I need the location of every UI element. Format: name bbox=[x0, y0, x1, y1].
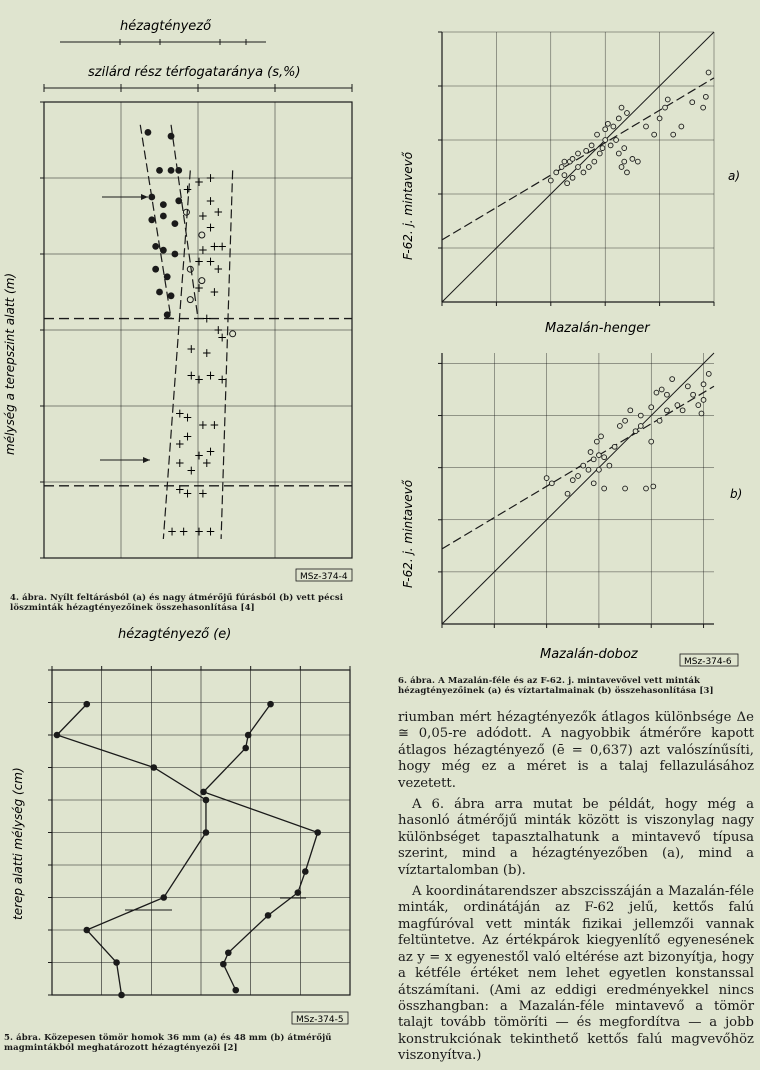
fig6b-data-point bbox=[638, 413, 643, 418]
fig6a-data-point bbox=[595, 132, 600, 137]
fig4-marker-plus: + bbox=[197, 418, 208, 432]
fig6b-data-point bbox=[594, 439, 599, 444]
fig5-x-axis-title: hézagtényező (e) bbox=[118, 627, 232, 642]
fig6a-data-point bbox=[589, 143, 594, 148]
fig4-arrowhead-b bbox=[143, 457, 150, 463]
fig4-marker-dot bbox=[152, 266, 159, 273]
fig6a-data-point bbox=[581, 170, 586, 175]
fig4-marker-plus: + bbox=[205, 254, 216, 269]
fig6b-data-point bbox=[649, 439, 654, 444]
fig5-series-b-point bbox=[151, 764, 158, 771]
fig4-marker-dot bbox=[168, 292, 175, 299]
fig5-series-b-point bbox=[54, 732, 61, 739]
fig6b-data-point bbox=[665, 408, 670, 413]
fig6b-stamp: MSz-374-6 bbox=[684, 657, 732, 667]
fig4-marker-dot bbox=[145, 129, 152, 136]
fig4-marker-dot bbox=[175, 197, 182, 204]
fig4-marker-plus: + bbox=[201, 311, 212, 326]
fig6a-data-point bbox=[586, 165, 591, 170]
fig6a-data-point bbox=[663, 105, 668, 110]
fig5-series-a-point bbox=[265, 912, 272, 919]
fig6a-data-point bbox=[606, 121, 611, 126]
fig4-marker-plus: + bbox=[182, 410, 193, 425]
fig4-marker-dot bbox=[172, 251, 179, 258]
fig6a-data-point bbox=[657, 116, 662, 121]
fig4-marker-plus: + bbox=[205, 444, 216, 459]
fig4-marker-plus: + bbox=[205, 171, 216, 185]
fig6a-data-point bbox=[679, 124, 684, 129]
fig4-marker-dot bbox=[160, 213, 167, 220]
fig6a-data-point bbox=[619, 165, 624, 170]
fig6a-data-point bbox=[703, 94, 708, 99]
fig5-series-a-point bbox=[232, 987, 239, 994]
fig5-series-a-point bbox=[225, 949, 232, 956]
fig4-marker-plus: + bbox=[201, 456, 212, 470]
fig6a-data-point bbox=[600, 146, 605, 151]
fig4-marker-plus: + bbox=[182, 182, 193, 197]
fig6b-data-point bbox=[570, 478, 575, 483]
fig4-marker-plus: + bbox=[167, 524, 178, 539]
figure-5-caption: 5. ábra. Közepesen tömör homok 36 mm (a) és 48 mm (b) átmérőjű magmintákból meghatározott hézagtényezői [2] bbox=[4, 1033, 332, 1053]
fig6a-data-point bbox=[625, 170, 630, 175]
fig6b-data-point bbox=[659, 387, 664, 392]
fig4-envelope-a bbox=[140, 125, 171, 319]
fig4-marker-plus: + bbox=[197, 243, 208, 258]
fig6b-data-point bbox=[675, 403, 680, 408]
fig6b-data-point bbox=[638, 424, 643, 429]
fig5-series-a-point bbox=[200, 789, 207, 796]
fig5-series-b-line bbox=[57, 704, 206, 995]
fig5-stamp: MSz-374-5 bbox=[296, 1015, 344, 1025]
fig4-marker-plus: + bbox=[174, 482, 185, 497]
fig4-marker-plus: + bbox=[209, 239, 220, 254]
fig4-top-axis-title: hézagtényező bbox=[120, 19, 212, 34]
fig4-marker-plus: + bbox=[205, 368, 216, 383]
fig6b-identity-line bbox=[442, 353, 714, 624]
fig4-marker-plus: + bbox=[194, 372, 205, 387]
fig6a-data-point bbox=[559, 165, 564, 170]
fig4-marker-plus: + bbox=[205, 220, 216, 235]
fig5-series-a-point bbox=[295, 889, 302, 896]
fig4-y-label: mélység a terepszint alatt (m) bbox=[3, 272, 17, 455]
fig4-marker-dot bbox=[156, 167, 163, 174]
fig4-marker-plus: + bbox=[174, 456, 185, 470]
fig5-series-a-point bbox=[314, 829, 321, 836]
fig6b-data-point bbox=[699, 411, 704, 416]
fig6a-data-point bbox=[616, 116, 621, 121]
fig4-marker-plus: + bbox=[217, 330, 228, 345]
fig6b-data-point bbox=[565, 491, 570, 496]
fig6b-data-point bbox=[665, 392, 670, 397]
fig4-marker-dot bbox=[160, 247, 167, 254]
fig5-series-b-point bbox=[203, 829, 210, 836]
fig4-marker-dot bbox=[164, 311, 171, 318]
fig4-marker-plus: + bbox=[182, 486, 193, 501]
fig6a-data-point bbox=[597, 151, 602, 156]
fig6a-data-point bbox=[548, 178, 553, 183]
fig6a-data-point bbox=[701, 105, 706, 110]
fig5-y-label: terep alatti mélység (cm) bbox=[11, 767, 25, 920]
fig6a-data-point bbox=[562, 159, 567, 164]
fig4-stamp: MSz-374-4 bbox=[300, 572, 348, 582]
fig6b-panel-label: b) bbox=[730, 487, 743, 501]
fig4-marker-dot bbox=[168, 167, 175, 174]
figure-4 bbox=[0, 0, 380, 600]
fig4-marker-plus: + bbox=[194, 448, 205, 463]
fig4-marker-dot bbox=[160, 201, 167, 208]
fig6b-data-point bbox=[654, 390, 659, 395]
fig4-marker-plus: + bbox=[194, 524, 205, 539]
fig6a-regression-line bbox=[442, 78, 714, 240]
fig6a-data-point bbox=[616, 151, 621, 156]
fig5-series-b-point bbox=[118, 992, 125, 999]
fig4-marker-plus: + bbox=[194, 174, 205, 189]
fig6b-data-point bbox=[670, 377, 675, 382]
fig5-series-a-point bbox=[242, 745, 249, 752]
fig6a-data-point bbox=[635, 159, 640, 164]
fig6b-data-point bbox=[696, 403, 701, 408]
fig4-envelope-b bbox=[221, 170, 233, 539]
fig4-marker-plus: + bbox=[182, 429, 193, 444]
fig5-series-a-point bbox=[220, 961, 227, 968]
fig4-marker-plus: + bbox=[201, 345, 212, 360]
fig4-marker-dot bbox=[168, 133, 175, 140]
fig4-marker-plus: + bbox=[209, 418, 220, 432]
fig6a-x-label: Mazalán-henger bbox=[545, 321, 650, 336]
fig6b-data-point bbox=[685, 384, 690, 389]
fig4-solid-axis-title: szilárd rész térfogataránya (s,%) bbox=[88, 65, 301, 80]
fig6b-data-point bbox=[581, 463, 586, 468]
fig6a-data-point bbox=[665, 97, 670, 102]
paragraph-2: A 6. ábra arra mutat be példát, hogy még a hasonló átmérőjű minták között is viszonylag nagy különbséget tapasztalhatunk a mintavevő típusa szerint, mind a hézagtényezőben (a), mind a víztartalomban (b). bbox=[398, 797, 754, 878]
fig4-marker-plus: + bbox=[213, 262, 224, 277]
fig6b-data-point bbox=[588, 450, 593, 455]
paragraph-3: A koordinátarendszer abszcisszáján a Mazalán-féle minták, ordinátáján az F-62 jelű, kettős falú magfúróval vett minták fizikai jellemzői vannak feltüntetve. Az értékpárok kiegyenlítő egyenesének az y = x egyenestől való eltérése azt bizonyítja, hogy a kétféle értéket nem lehet egyetlen konstanssal átszámítani. (Ami az eddigi eredményekkel nincs összhangban: a Mazalán-féle mintavevő a tömör talajt tovább tömöríti — és megfordítva — a jobb konstrukciónak tekinthető kettős falú magvevőhöz viszonyítva.) bbox=[398, 884, 754, 1064]
paragraph-1: riumban mért hézagtényezők átlagos különbsége Δe ≅ 0,05-re adódott. A nagyobbik átmérőre kapott átlagos hézagtényező (ē = 0,637) azt valószínűsíti, hogy még ez a méret is a talaj fellazulásához vezetett. bbox=[398, 710, 754, 791]
fig5-series-a-point bbox=[245, 732, 252, 739]
fig6a-data-point bbox=[570, 157, 575, 162]
fig6b-x-label: Mazalán-doboz bbox=[540, 647, 638, 662]
figure-6-caption: 6. ábra. A Mazalán-féle és az F-62. j. mintavevővel vett minták hézagtényezőinek (a) és víztartalmainak (b) összehasonlítása [3] bbox=[398, 676, 714, 696]
fig6a-data-point bbox=[565, 181, 570, 186]
fig5-series-b-point bbox=[113, 959, 120, 966]
fig6b-data-point bbox=[651, 484, 656, 489]
figure-5 bbox=[0, 620, 380, 1030]
fig6b-data-point bbox=[680, 408, 685, 413]
fig4-marker-dot bbox=[148, 194, 155, 201]
fig4-marker-plus: + bbox=[205, 524, 216, 539]
fig6a-data-point bbox=[611, 124, 616, 129]
fig6b-data-point bbox=[623, 486, 628, 491]
fig4-marker-plus: + bbox=[174, 437, 185, 451]
fig6a-data-point bbox=[614, 138, 619, 143]
fig6b-data-point bbox=[706, 371, 711, 376]
fig6a-data-point bbox=[619, 105, 624, 110]
fig6b-data-point bbox=[544, 476, 549, 481]
fig6b-data-point bbox=[602, 486, 607, 491]
fig6a-data-point bbox=[608, 143, 613, 148]
fig6a-data-point bbox=[584, 148, 589, 153]
fig4-marker-plus: + bbox=[197, 209, 208, 223]
fig4-marker-dot bbox=[156, 289, 163, 296]
fig5-series-b-point bbox=[83, 927, 90, 934]
fig6b-data-point bbox=[591, 481, 596, 486]
fig6b-y-label: F-62. j. mintavevő bbox=[401, 479, 415, 588]
fig6b-data-point bbox=[612, 444, 617, 449]
figure-4-caption: 4. ábra. Nyílt feltárásból (a) és nagy átmérőjű fúrásból (b) vett pécsi löszminták hézagtényezőinek összehasonlítása [4] bbox=[10, 593, 344, 613]
fig6b-data-point bbox=[649, 405, 654, 410]
fig4-marker-plus: + bbox=[217, 372, 228, 387]
fig4-marker-plus: + bbox=[186, 463, 197, 478]
fig6a-data-point bbox=[554, 170, 559, 175]
fig6a-panel-label: a) bbox=[728, 169, 741, 183]
fig6b-data-point bbox=[599, 434, 604, 439]
fig6a-data-point bbox=[562, 173, 567, 178]
fig6b-data-point bbox=[549, 481, 554, 486]
figure-6b bbox=[380, 338, 760, 676]
body-text bbox=[398, 710, 754, 1070]
fig4-marker-plus: + bbox=[194, 254, 205, 269]
fig4-marker-dot bbox=[148, 216, 155, 223]
fig6a-data-point bbox=[576, 151, 581, 156]
fig6a-data-point bbox=[570, 175, 575, 180]
fig6b-data-point bbox=[701, 398, 706, 403]
fig5-series-b-point bbox=[83, 701, 90, 708]
fig5-series-b-point bbox=[160, 894, 167, 901]
fig4-marker-dot bbox=[164, 273, 171, 280]
fig6b-data-point bbox=[633, 429, 638, 434]
fig4-marker-circle bbox=[199, 232, 205, 238]
fig6b-data-point bbox=[617, 424, 622, 429]
fig6a-data-point bbox=[644, 124, 649, 129]
fig6a-data-point bbox=[630, 157, 635, 162]
fig6a-data-point bbox=[576, 165, 581, 170]
fig6a-data-point bbox=[690, 100, 695, 105]
fig4-marker-plus: + bbox=[205, 193, 216, 208]
fig6a-data-point bbox=[622, 159, 627, 164]
fig6b-data-point bbox=[597, 453, 602, 458]
fig4-marker-plus: + bbox=[213, 323, 224, 337]
fig4-marker-dot bbox=[175, 167, 182, 174]
fig6a-data-point bbox=[625, 111, 630, 116]
figure-6a bbox=[380, 0, 760, 338]
fig6b-data-point bbox=[586, 467, 591, 472]
fig6b-data-point bbox=[644, 486, 649, 491]
fig6a-data-point bbox=[603, 127, 608, 132]
fig6b-data-point bbox=[691, 392, 696, 397]
fig6b-data-point bbox=[628, 408, 633, 413]
fig4-marker-plus: + bbox=[194, 281, 205, 296]
fig6b-data-point bbox=[602, 455, 607, 460]
fig4-marker-plus: + bbox=[174, 406, 185, 421]
fig4-marker-circle bbox=[230, 331, 236, 337]
fig6b-data-point bbox=[607, 463, 612, 468]
fig4-marker-plus: + bbox=[213, 205, 224, 220]
fig4-marker-plus: + bbox=[186, 368, 197, 383]
fig4-marker-plus: + bbox=[197, 486, 208, 501]
fig6a-data-point bbox=[622, 146, 627, 151]
fig6a-data-point bbox=[592, 159, 597, 164]
fig6a-data-point bbox=[652, 132, 657, 137]
fig6b-data-point bbox=[701, 382, 706, 387]
fig6a-data-point bbox=[603, 138, 608, 143]
fig4-marker-plus: + bbox=[217, 239, 228, 254]
fig4-marker-dot bbox=[172, 220, 179, 227]
fig4-marker-plus: + bbox=[178, 524, 189, 539]
fig6b-data-point bbox=[623, 418, 628, 423]
fig6a-data-point bbox=[671, 132, 676, 137]
fig4-marker-plus: + bbox=[186, 342, 197, 356]
fig5-series-a-point bbox=[267, 701, 274, 708]
fig6b-data-point bbox=[576, 474, 581, 479]
fig4-arrowhead-a bbox=[141, 194, 148, 200]
fig6b-data-point bbox=[657, 418, 662, 423]
fig4-marker-plus: + bbox=[209, 285, 220, 299]
fig4-marker-circle bbox=[187, 297, 193, 303]
fig6b-data-point bbox=[597, 467, 602, 472]
fig5-series-b-point bbox=[203, 797, 210, 804]
fig4-marker-dot bbox=[152, 243, 159, 250]
fig5-series-a-point bbox=[302, 868, 309, 875]
fig4-marker-circle bbox=[183, 209, 189, 215]
fig6b-data-point bbox=[591, 457, 596, 462]
fig6a-data-point bbox=[706, 70, 711, 75]
fig6a-y-label: F-62. j. mintavevő bbox=[401, 151, 415, 260]
